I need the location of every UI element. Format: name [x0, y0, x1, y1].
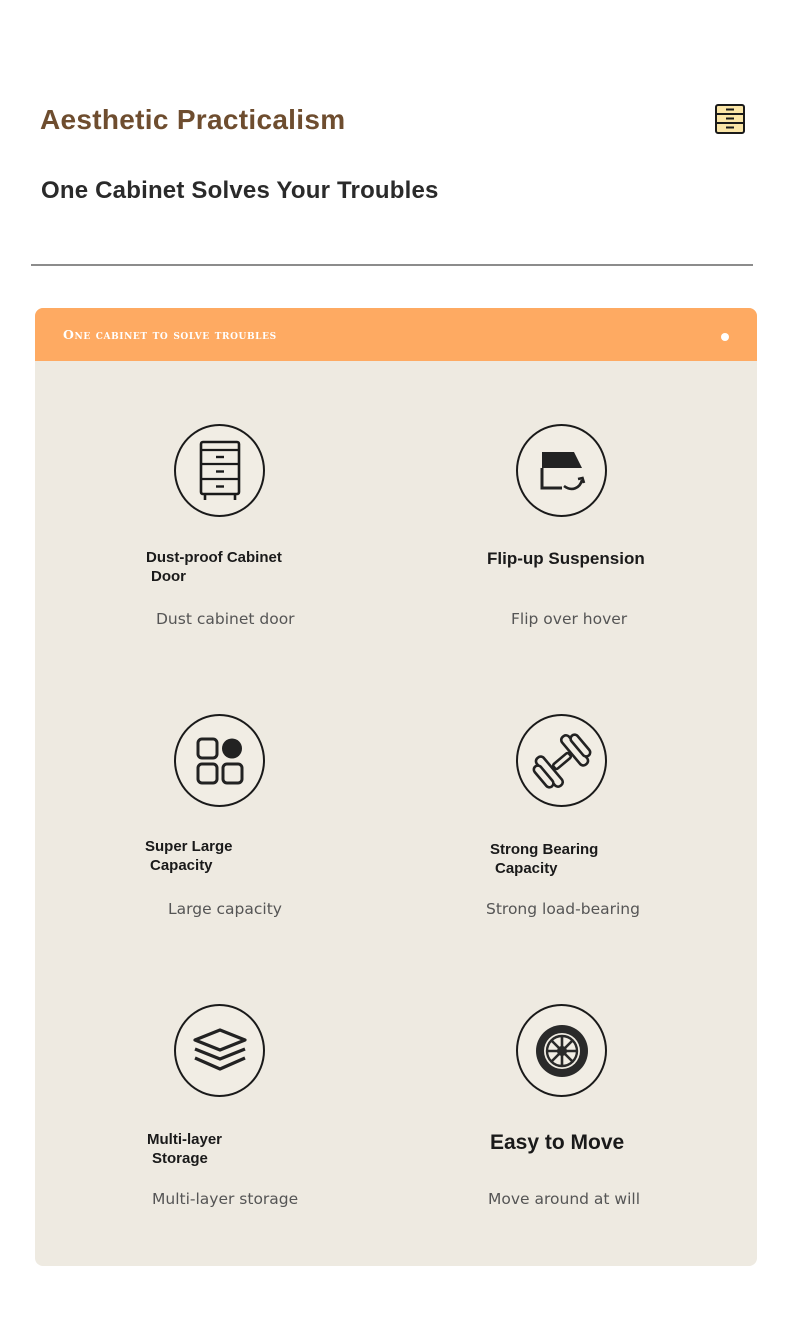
banner-dot: [721, 333, 729, 341]
feature-title: Strong Bearing Capacity: [490, 841, 599, 877]
feature-flip-up: [477, 423, 757, 653]
feature-easy-move: [477, 1003, 757, 1233]
cabinet-icon: [174, 424, 265, 517]
feature-title: Easy to Move: [490, 1131, 625, 1154]
feature-subtitle: Dust cabinet door: [156, 610, 295, 628]
feature-title: Flip-up Suspension: [487, 549, 645, 568]
feature-subtitle: Strong load-bearing: [486, 900, 640, 918]
page-title: Aesthetic Practicalism: [40, 104, 346, 135]
layers-icon: [174, 1004, 265, 1097]
wheel-icon: [516, 1004, 607, 1097]
dumbbell-icon: [516, 714, 607, 807]
feature-title: Multi-layer Storage: [147, 1131, 223, 1167]
feature-capacity: [135, 713, 435, 943]
drawer-cabinet-icon: [713, 102, 747, 136]
feature-subtitle: Large capacity: [168, 900, 282, 918]
feature-dust-proof: [135, 423, 435, 653]
feature-title: Super Large Capacity: [145, 838, 233, 874]
features-banner: [35, 308, 757, 361]
capacity-grid-icon: [174, 714, 265, 807]
banner-title: One cabinet to solve troubles: [63, 327, 277, 342]
feature-bearing: [477, 713, 757, 943]
feature-subtitle: Multi-layer storage: [152, 1190, 299, 1208]
page-subtitle: One Cabinet Solves Your Troubles: [41, 177, 439, 204]
feature-subtitle: Flip over hover: [511, 610, 628, 628]
header-divider: [31, 264, 753, 266]
feature-multi-layer: [135, 1003, 435, 1233]
features-card: [35, 308, 757, 1266]
feature-title: Dust-proof Cabinet Door: [146, 549, 282, 585]
flip-up-icon: [516, 424, 607, 517]
feature-subtitle: Move around at will: [488, 1190, 641, 1208]
